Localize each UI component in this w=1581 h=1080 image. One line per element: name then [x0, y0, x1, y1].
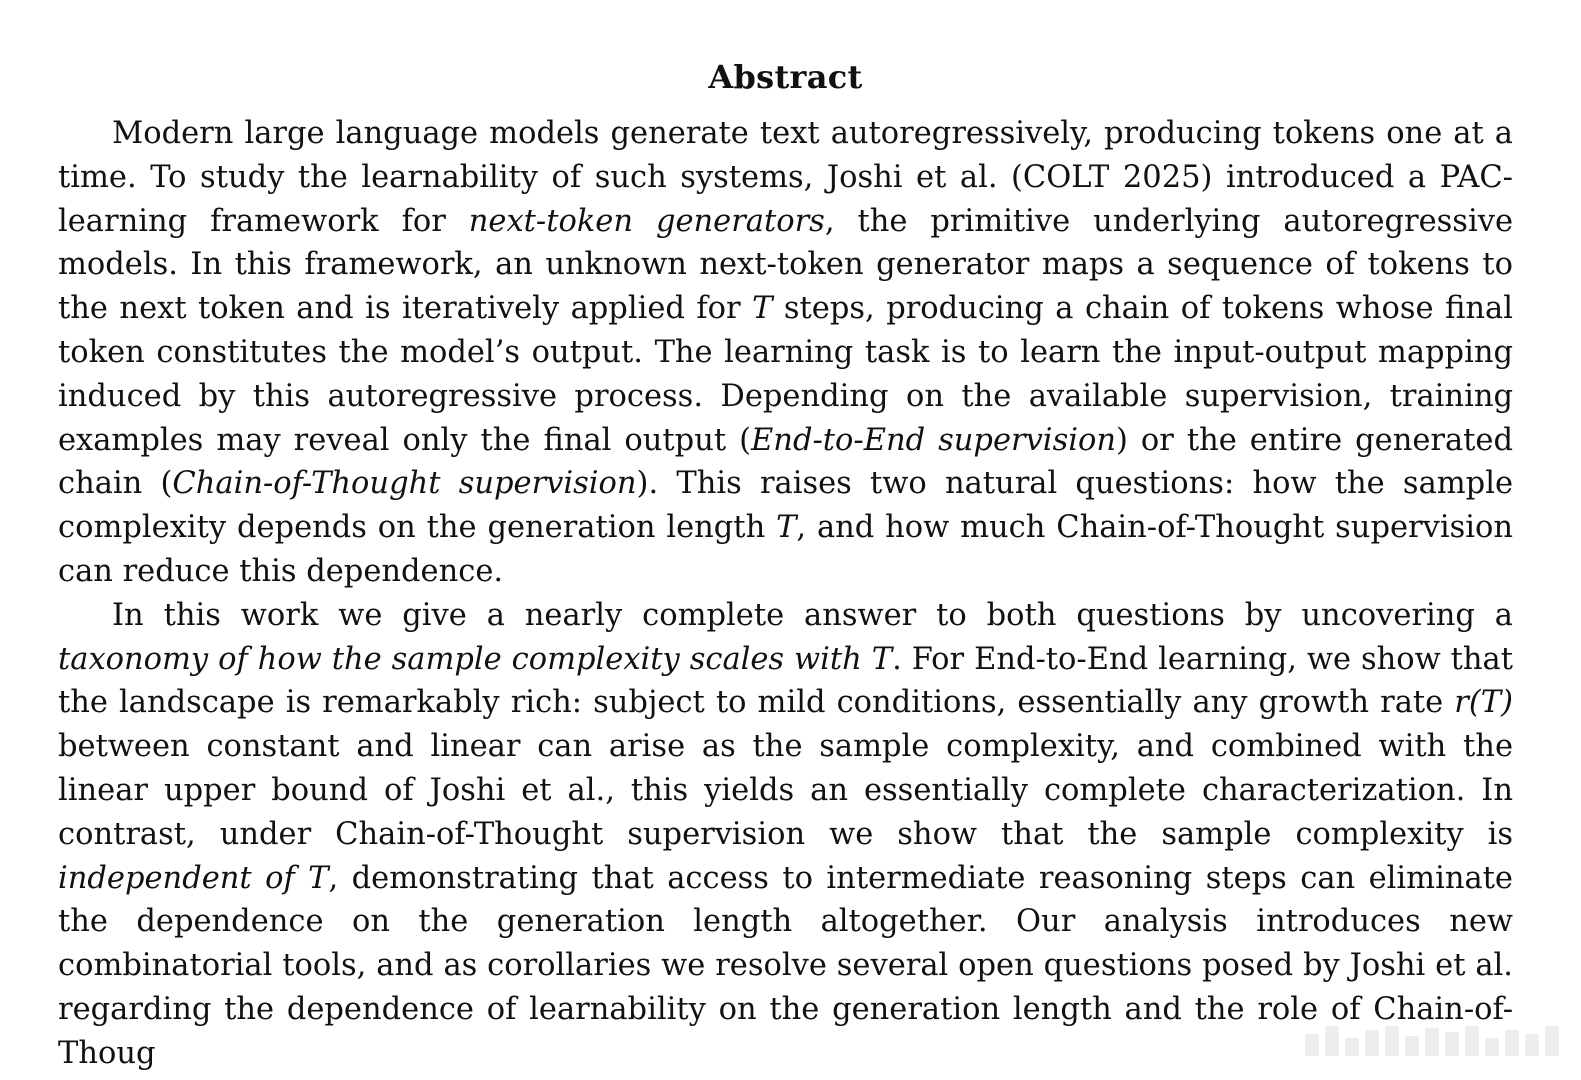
- p2-text-1: In this work we give a nearly complete answer to both questions by uncovering a: [112, 597, 1513, 633]
- watermark-bar: [1385, 1026, 1399, 1056]
- p1-em-end-to-end: End-to-End supervision: [751, 422, 1116, 458]
- p1-text-1: Modern large language models generate text autoregressively, producing tokens one at a time. To study the learnability of such systems, Joshi et al. (COLT 2025) introduced a PAC-learning framework for: [58, 116, 1513, 239]
- watermark-bar: [1445, 1032, 1459, 1056]
- p1-text-2: , the primitive underlying autoregressive models. In this framework, an unknown next-token generator maps a sequence of tokens to the next token and is iteratively applied for: [58, 203, 1513, 327]
- p2-em-independent: independent of T: [58, 860, 329, 896]
- paper-page: [58, 52, 1513, 1076]
- watermark-bar: [1405, 1036, 1419, 1056]
- p1-em-chain-of-thought: Chain-of-Thought supervision: [172, 466, 637, 502]
- watermark-bar: [1505, 1030, 1519, 1056]
- p2-text-4: , demonstrating that access to intermediate reasoning steps can eliminate the dependence on the generation length altogether. Our analysis introduces new combinatorial tools, and as corollaries we resolve several open questions posed by Joshi et al. regarding the dependence of learnability on the generation length and the role of Chain-of-Thoug: [58, 860, 1513, 1071]
- abstract-title: Abstract: [708, 58, 863, 96]
- p1-text-5: ). This raises two natural questions: how the sample complexity depends on the generation length: [58, 466, 1514, 546]
- watermark-bar: [1545, 1026, 1559, 1056]
- abstract-body: [58, 112, 1513, 1076]
- p2-text-3: between constant and linear can arise as the sample complexity, and combined with the linear upper bound of Joshi et al., this yields an essentially complete characterization. In contrast, under Chain-of-Thought supervision we show that the sample complexity is: [58, 729, 1513, 852]
- p1-text-6: , and how much Chain-of-Thought supervision can reduce this dependence.: [58, 510, 1513, 589]
- p2-em-rT: r(T): [1454, 685, 1513, 721]
- watermark-bar: [1325, 1026, 1339, 1056]
- p1-em-T: T: [752, 291, 773, 327]
- p2-text-2: . For End-to-End learning, we show that the landscape is remarkably rich: subject to mild conditions, essentially any growth rate: [58, 641, 1513, 721]
- watermark-bar: [1425, 1028, 1439, 1056]
- p1-text-4: ) or the entire generated chain (: [58, 422, 1513, 502]
- watermark-bar: [1465, 1026, 1479, 1056]
- watermark-bar: [1485, 1038, 1499, 1056]
- watermark-bar: [1365, 1030, 1379, 1056]
- p1-em-next-token-generators: next-token generators: [468, 203, 825, 239]
- watermark-bar: [1305, 1034, 1319, 1056]
- watermark-bar: [1525, 1034, 1539, 1056]
- p1-text-3: steps, producing a chain of tokens whose final token constitutes the model’s output. The learning task is to learn the input-output mapping induced by this autoregressive process. Depending on the available supervision, training examples may reveal only the final output (: [58, 291, 1513, 458]
- abstract-paragraph-1: [58, 112, 1513, 594]
- watermark-logo: [1305, 1026, 1559, 1056]
- p2-em-taxonomy: taxonomy of how the sample complexity scales with T: [58, 641, 893, 677]
- p1-em-T-2: T: [776, 510, 797, 546]
- abstract-paragraph-2: [58, 594, 1513, 1076]
- watermark-bar: [1345, 1038, 1359, 1056]
